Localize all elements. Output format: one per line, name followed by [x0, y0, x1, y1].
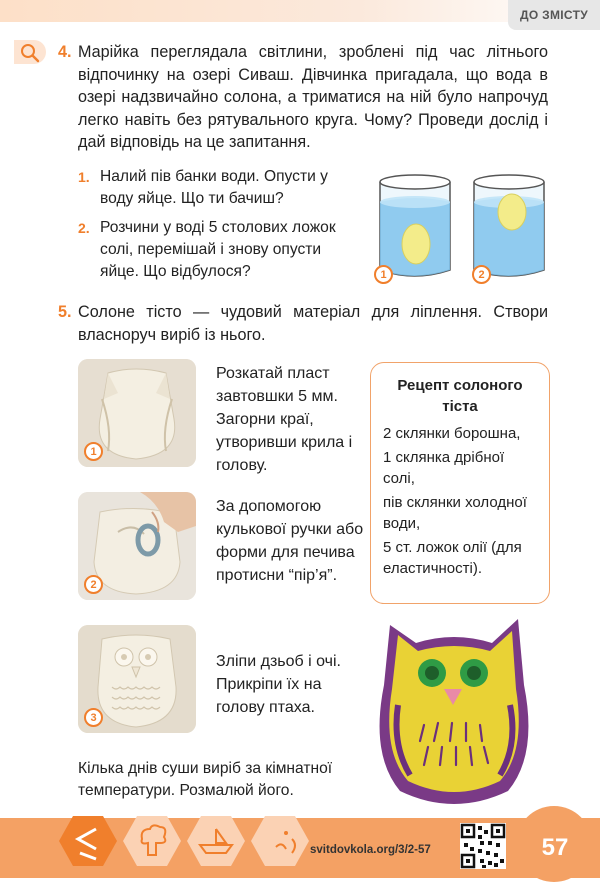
explosion-icon [122, 815, 182, 867]
photo-2-badge: 2 [84, 575, 103, 594]
painted-owl-image [368, 605, 540, 815]
photo-step-1 [78, 359, 196, 467]
photo-3-badge: 3 [84, 708, 103, 727]
photo-2-caption: За допомогою кулькової ручки або форми для печива протисни “пір’я”. [216, 498, 364, 584]
task-4-number: 4. [58, 43, 72, 61]
task-5 [58, 301, 548, 347]
photo-step-2 [78, 492, 196, 600]
thinking-face-icon [250, 815, 310, 867]
step-number: 2. [78, 220, 90, 236]
qr-code-icon[interactable] [460, 823, 506, 869]
recipe-title: Рецепт солоного тіста [397, 377, 523, 415]
compare-icon [58, 815, 118, 867]
magnifier-icon [14, 40, 46, 64]
step-1 [78, 166, 353, 210]
photo-step-3 [78, 625, 196, 733]
photo-1-caption: Розкатай пласт завтовшки 5 мм. Загорни краї, утворивши крила і голову. [216, 365, 353, 474]
step-text: Розчини у воді 5 столових ложок солі, перемішай і знову опусти яйце. Що відбулося? [100, 219, 336, 280]
paper-boat-icon [186, 815, 246, 867]
jars-illustration [372, 162, 562, 286]
task-5-number: 5. [58, 303, 72, 321]
task-4-text: Марійка переглядала світлини, зроблені під час літнього відпочинку на озері Сиваш. Дівчинка пригадала, що вода в озері надзвичайно солона, а триматися на ній було напрочуд легко навіть без рятувального круга. Чому? Проведи дослід і дай відповідь на це запитання. [78, 43, 548, 151]
website-link[interactable]: svitdovkola.org/3/2-57 [310, 844, 431, 856]
page-number: 57 [541, 834, 569, 861]
recipe-item: 5 ст. ложок олії (для еластичності). [383, 539, 522, 577]
step-number: 1. [78, 169, 90, 185]
task-5-text: Солоне тісто — чудовий матеріал для ліплення. Створи власноруч виріб із нього. [78, 303, 548, 344]
step-2 [78, 217, 353, 283]
final-instruction: Кілька днів суши виріб за кімнатної температури. Розмалюй його. [78, 760, 333, 799]
photo-3-caption: Зліпи дзьоб і очі. Прикріпи їх на голову птаха. [216, 653, 341, 716]
task-4-steps [78, 166, 353, 290]
jar-1-badge: 1 [374, 265, 393, 284]
photo-1-badge: 1 [84, 442, 103, 461]
task-4 [58, 41, 548, 154]
recipe-item: 1 склянка дрібної солі, [383, 449, 505, 487]
jar-2 [474, 175, 544, 276]
toc-button[interactable]: ДО ЗМІСТУ [508, 0, 600, 30]
recipe-item: пів склянки холодної води, [383, 494, 527, 532]
recipe-item: 2 склянки борошна, [383, 425, 521, 442]
jar-1 [380, 175, 450, 276]
recipe-box [370, 362, 550, 604]
jar-2-badge: 2 [472, 265, 491, 284]
step-text: Налий пів банки води. Опусти у воду яйце. Що ти бачиш? [100, 168, 328, 207]
